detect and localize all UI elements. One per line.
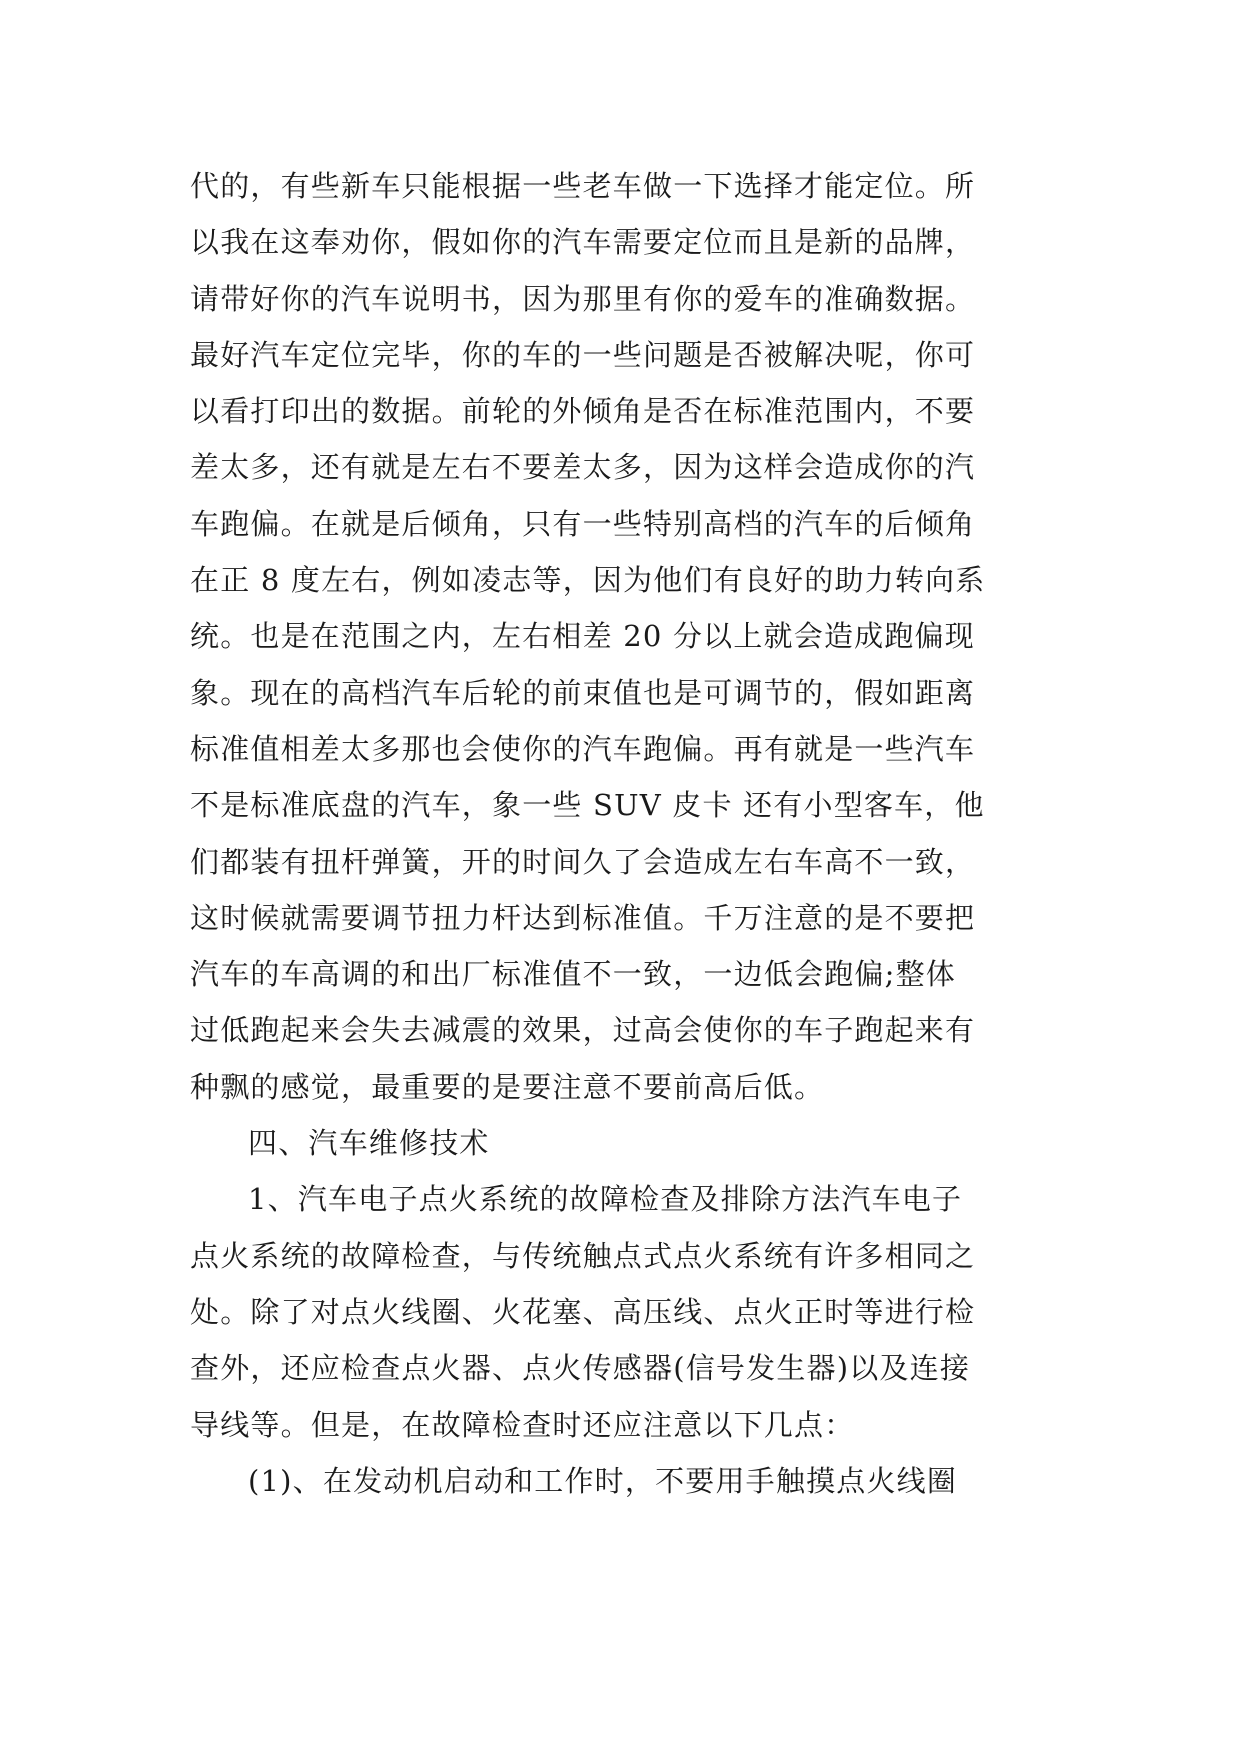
text-line: 过低跑起来会失去减震的效果，过高会使你的车子跑起来有 <box>190 1013 976 1048</box>
text-line: 以我在这奉劝你，假如你的汽车需要定位而且是新的品牌， <box>190 225 976 260</box>
text-line: 车跑偏。在就是后倾角，只有一些特别高档的汽车的后倾角 <box>190 506 976 541</box>
text-line: 处。除了对点火线圈、火花塞、高压线、点火正时等进行检 <box>190 1294 976 1329</box>
body-text <box>190 158 1070 1509</box>
text-line: 这时候就需要调节扭力杆达到标准值。千万注意的是不要把 <box>190 900 976 935</box>
text-line: 不是标准底盘的汽车，象一些 SUV 皮卡 还有小型客车，他 <box>190 788 985 823</box>
text-line: 最好汽车定位完毕，你的车的一些问题是否被解决呢，你可 <box>190 337 976 372</box>
paragraph-start: (1)、在发动机启动和工作时，不要用手触摸点火线圈 <box>248 1463 958 1498</box>
section-heading: 四、汽车维修技术 <box>248 1126 490 1161</box>
text-line: 代的，有些新车只能根据一些老车做一下选择才能定位。所 <box>190 169 976 203</box>
text-line: 以看打印出的数据。前轮的外倾角是否在标准范围内，不要 <box>190 394 976 429</box>
text-line: 种飘的感觉，最重要的是要注意不要前高后低。 <box>190 1069 825 1104</box>
text-line: 象。现在的高档汽车后轮的前束值也是可调节的，假如距离 <box>190 675 976 710</box>
text-line: 汽车的车高调的和出厂标准值不一致，一边低会跑偏;整体 <box>190 957 956 992</box>
paragraph-start: 1、汽车电子点火系统的故障检查及排除方法汽车电子 <box>248 1182 963 1217</box>
text-line: 在正 8 度左右，例如凌志等，因为他们有良好的助力转向系 <box>190 563 986 598</box>
text-line: 标准值相差太多那也会使你的汽车跑偏。再有就是一些汽车 <box>190 731 976 766</box>
text-line: 查外，还应检查点火器、点火传感器(信号发生器)以及连接 <box>190 1351 971 1386</box>
text-line: 统。也是在范围之内，左右相差 20 分以上就会造成跑偏现 <box>190 619 975 654</box>
text-line: 导线等。但是，在故障检查时还应注意以下几点： <box>190 1407 855 1442</box>
text-line: 差太多，还有就是左右不要差太多，因为这样会造成你的汽 <box>190 450 976 485</box>
text-line: 请带好你的汽车说明书，因为那里有你的爱车的准确数据。 <box>190 281 976 316</box>
text-line: 们都装有扭杆弹簧，开的时间久了会造成左右车高不一致， <box>190 844 976 879</box>
text-line: 点火系统的故障检查，与传统触点式点火系统有许多相同之 <box>190 1238 976 1273</box>
